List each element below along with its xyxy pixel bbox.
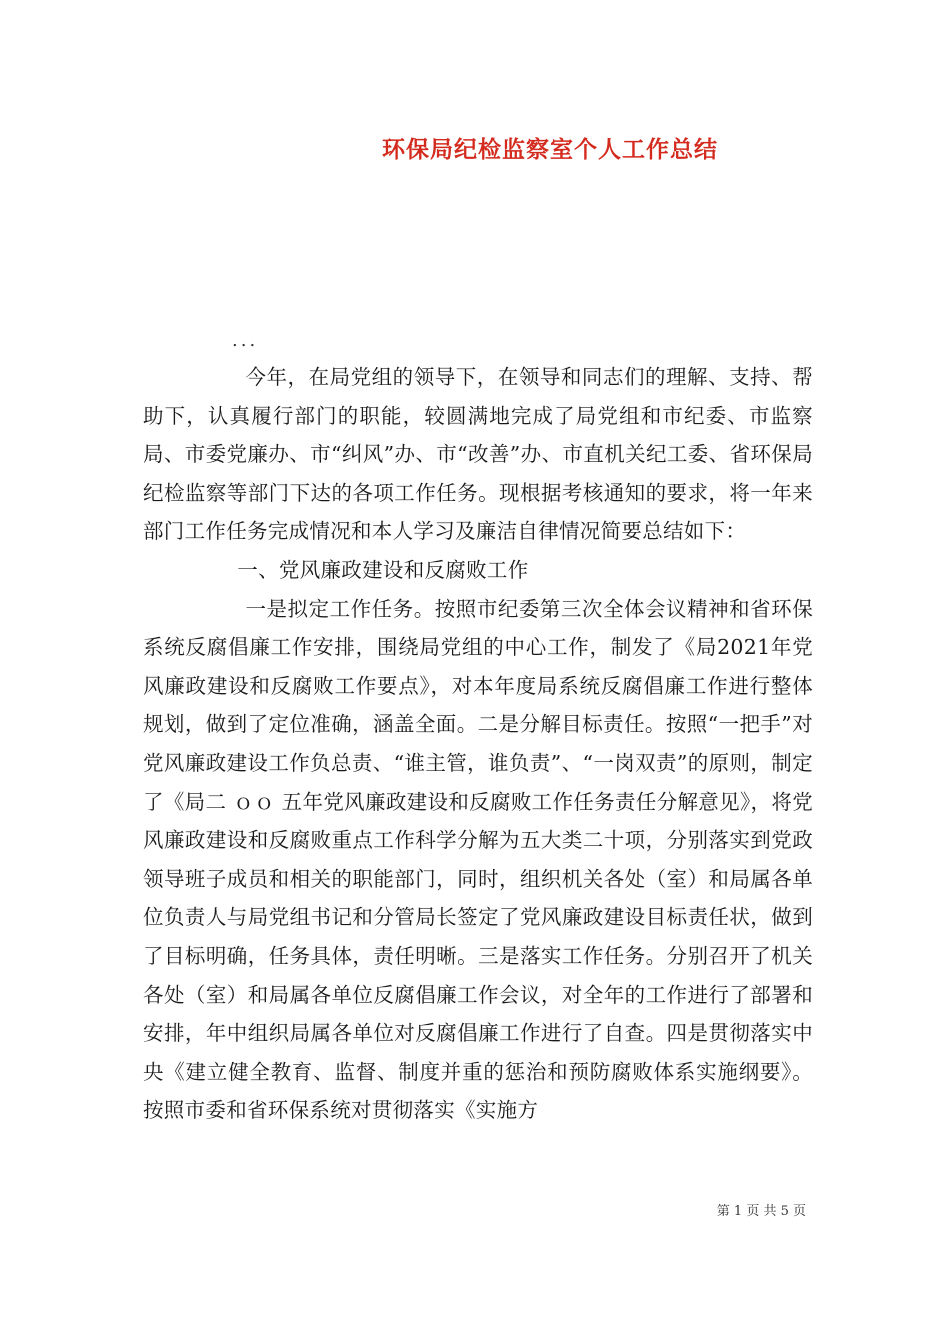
- paragraph-intro: 今年，在局党组的领导下，在领导和同志们的理解、支持、帮助下，认真履行部门的职能，较圆满地完成了局党组和市纪委、市监察局、市委党廉办、市“纠风”办、市“改善”办、市直机关纪工委、省环保局纪检监察等部门下达的各项工作任务。现根据考核通知的要求，将一年来部门工作任务完成情况和本人学习及廉洁自律情况简要总结如下：: [143, 365, 813, 544]
- ellipsis-marker: ...: [232, 330, 259, 351]
- document-title: 环保局纪检监察室个人工作总结: [382, 136, 718, 163]
- section-heading: 一、党风廉政建设和反腐败工作: [237, 557, 529, 582]
- page-number-footer: 第 1 页 共 5 页: [716, 1204, 806, 1219]
- paragraph-section-1: 一是拟定工作任务。按照市纪委第三次全体会议精神和省环保系统反腐倡廉工作安排，围绕局党组的中心工作，制发了《局2021年党风廉政建设和反腐败工作要点》，对本年度局系统反腐倡廉工作进行整体规划，做到了定位准确，涵盖全面。二是分解目标责任。按照“一把手”对党风廉政建设工作负总责、“谁主管，谁负责”、“一岗双责”的原则，制定了《局二 ｏｏ 五年党风廉政建设和反腐败工作任务责任分解意见》，将党风廉政建设和反腐败重点工作科学分解为五大类二十项，分别落实到党政领导班子成员和相关的职能部门，同时，组织机关各处（室）和局属各单位负责人与局党组书记和分管局长签定了党风廉政建设目标责任状，做到了目标明确，任务具体，责任明晰。三是落实工作任务。分别召开了机关各处（室）和局属各单位反腐倡廉工作会议，对全年的工作进行了部署和安排，年中组织局属各单位对反腐倡廉工作进行了自查。四是贯彻落实中央《建立健全教育、监督、制度并重的惩治和预防腐败体系实施纲要》。按照市委和省环保系统对贯彻落实《实施方: [143, 596, 813, 1123]
- document-body: [143, 358, 813, 1130]
